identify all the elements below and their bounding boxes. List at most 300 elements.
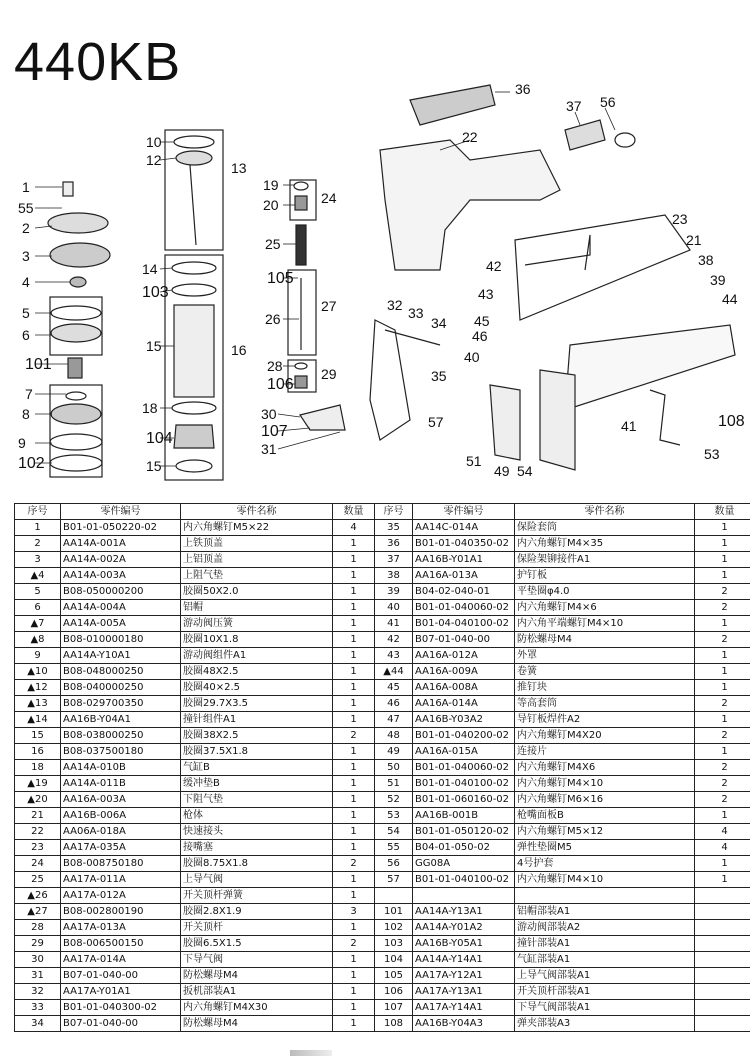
row-part-number: AA16A-003A (61, 792, 181, 808)
row-index: 48 (375, 728, 413, 744)
row-quantity: 2 (695, 776, 750, 792)
callout-label: 107 (261, 423, 288, 440)
callout-label: 24 (321, 190, 337, 206)
row-part-number: AA16B-Y04A3 (413, 1016, 515, 1032)
row-part-number: AA17A-Y12A1 (413, 968, 515, 984)
callout-label: 20 (263, 197, 279, 213)
row-index: 35 (375, 520, 413, 536)
table-row (15, 760, 750, 776)
row-index: 15 (15, 728, 61, 744)
table-row (15, 840, 750, 856)
row-index: 55 (375, 840, 413, 856)
callout-label: 5 (22, 305, 30, 321)
row-part-name: 内六角螺钉M4X30 (181, 1000, 333, 1016)
row-part-name: 撞针组件A1 (181, 712, 333, 728)
page-footer-mark (290, 1050, 332, 1056)
row-quantity: 1 (333, 920, 375, 936)
row-quantity: 2 (695, 600, 750, 616)
row-quantity (695, 920, 750, 936)
callout-label: 26 (265, 311, 281, 327)
row-part-number: AA17A-Y13A1 (413, 984, 515, 1000)
callout-label: 8 (22, 406, 30, 422)
row-part-number: AA16B-Y04A1 (61, 712, 181, 728)
row-quantity (695, 1000, 750, 1016)
table-row (15, 856, 750, 872)
table-row (15, 680, 750, 696)
header-part-number: 零件编号 (413, 504, 515, 520)
table-row (15, 728, 750, 744)
callout-label: 101 (25, 356, 52, 373)
row-part-name: 胶圈38X2.5 (181, 728, 333, 744)
table-row (15, 744, 750, 760)
row-part-name: 胶圈6.5X1.5 (181, 936, 333, 952)
row-part-number: B04-02-040-01 (413, 584, 515, 600)
row-index: 9 (15, 648, 61, 664)
row-index: ▲19 (15, 776, 61, 792)
row-index: 103 (375, 936, 413, 952)
row-index: 49 (375, 744, 413, 760)
row-index: 39 (375, 584, 413, 600)
row-index: 45 (375, 680, 413, 696)
row-part-name: 内六角螺钉M4×10 (515, 776, 695, 792)
row-quantity: 4 (333, 520, 375, 536)
row-index: 54 (375, 824, 413, 840)
row-part-name: 内六角螺钉M6×16 (515, 792, 695, 808)
row-quantity (695, 968, 750, 984)
row-quantity: 4 (695, 840, 750, 856)
callout-label: 19 (263, 177, 279, 193)
table-row (15, 936, 750, 952)
row-part-name: 保险架铆接件A1 (515, 552, 695, 568)
row-quantity: 1 (333, 872, 375, 888)
row-index: 16 (15, 744, 61, 760)
row-part-number: AA14A-001A (61, 536, 181, 552)
row-index: 56 (375, 856, 413, 872)
callout-label: 102 (18, 455, 45, 472)
row-part-number: B08-010000180 (61, 632, 181, 648)
row-quantity: 1 (695, 568, 750, 584)
row-part-name: 下导气阀部装A1 (515, 1000, 695, 1016)
row-part-name: 下导气阀 (181, 952, 333, 968)
row-index: 101 (375, 904, 413, 920)
row-index: 23 (15, 840, 61, 856)
row-quantity: 1 (333, 760, 375, 776)
row-quantity (695, 904, 750, 920)
row-index: 29 (15, 936, 61, 952)
row-index: 2 (15, 536, 61, 552)
row-quantity: 1 (695, 856, 750, 872)
row-quantity: 2 (695, 760, 750, 776)
row-quantity: 1 (333, 600, 375, 616)
row-part-name: 胶圈29.7X3.5 (181, 696, 333, 712)
row-quantity: 1 (333, 840, 375, 856)
row-part-number: B01-01-040300-02 (61, 1000, 181, 1016)
row-quantity: 2 (695, 792, 750, 808)
callout-label: 15 (146, 458, 162, 474)
row-quantity: 1 (695, 744, 750, 760)
row-index: 40 (375, 600, 413, 616)
row-quantity: 1 (695, 712, 750, 728)
row-part-number: AA14A-Y13A1 (413, 904, 515, 920)
row-quantity: 1 (333, 792, 375, 808)
row-part-name: 内六角螺钉M4X20 (515, 728, 695, 744)
row-part-name: 开关顶杆弹簧 (181, 888, 333, 904)
callout-label: 6 (22, 327, 30, 343)
row-index: 5 (15, 584, 61, 600)
row-part-number: B04-01-050-02 (413, 840, 515, 856)
table-row (15, 600, 750, 616)
row-part-number: AA16A-015A (413, 744, 515, 760)
exploded-parts-diagram (0, 0, 750, 500)
row-part-number (413, 888, 515, 904)
row-part-name: 枪体 (181, 808, 333, 824)
callout-label: 41 (621, 418, 637, 434)
row-part-name: 胶圈8.75X1.8 (181, 856, 333, 872)
callout-label: 54 (517, 463, 533, 479)
row-part-name: 撞针部装A1 (515, 936, 695, 952)
callout-label: 33 (408, 305, 424, 321)
row-part-number: B08-037500180 (61, 744, 181, 760)
callout-label: 103 (142, 284, 169, 301)
row-part-name: 铝帽 (181, 600, 333, 616)
row-part-number: B07-01-040-00 (61, 1016, 181, 1032)
row-part-name: 内六角螺钉M5×12 (515, 824, 695, 840)
row-part-number: AA14A-Y10A1 (61, 648, 181, 664)
row-quantity: 1 (333, 616, 375, 632)
row-part-number: AA16A-013A (413, 568, 515, 584)
callout-label: 1 (22, 179, 30, 195)
table-row (15, 536, 750, 552)
row-quantity: 4 (695, 824, 750, 840)
header-part-number: 零件编号 (61, 504, 181, 520)
table-row (15, 568, 750, 584)
row-part-name: 平垫圈φ4.0 (515, 584, 695, 600)
header-part-name: 零件名称 (515, 504, 695, 520)
callout-label: 25 (265, 236, 281, 252)
row-quantity: 1 (333, 984, 375, 1000)
row-part-name: 气缸B (181, 760, 333, 776)
row-index: 41 (375, 616, 413, 632)
row-part-name: 连接片 (515, 744, 695, 760)
callout-label: 105 (267, 270, 294, 287)
callout-label: 35 (431, 368, 447, 384)
row-part-number: B08-038000250 (61, 728, 181, 744)
row-part-name: 上阻气垫 (181, 568, 333, 584)
row-part-name: 卷簧 (515, 664, 695, 680)
row-quantity: 1 (695, 664, 750, 680)
row-part-number: B08-029700350 (61, 696, 181, 712)
row-part-number: B01-01-040100-02 (413, 872, 515, 888)
row-quantity: 1 (333, 632, 375, 648)
row-part-number: AA17A-Y01A1 (61, 984, 181, 1000)
table-row (15, 664, 750, 680)
callout-label: 22 (462, 129, 478, 145)
row-part-name: 枪嘴面板B (515, 808, 695, 824)
table-row (15, 520, 750, 536)
row-part-name: 推钉块 (515, 680, 695, 696)
row-part-number: AA16A-009A (413, 664, 515, 680)
callout-label: 4 (22, 274, 30, 290)
row-part-name: 4号护套 (515, 856, 695, 872)
row-part-name: 气缸部装A1 (515, 952, 695, 968)
row-quantity: 1 (333, 776, 375, 792)
row-index: 102 (375, 920, 413, 936)
callout-label: 29 (321, 366, 337, 382)
row-part-name: 快速接头 (181, 824, 333, 840)
row-part-number: AA17A-011A (61, 872, 181, 888)
row-part-name: 开关顶杆部装A1 (515, 984, 695, 1000)
row-index: ▲8 (15, 632, 61, 648)
row-quantity: 1 (333, 552, 375, 568)
row-index: 38 (375, 568, 413, 584)
table-row (15, 1016, 750, 1032)
callout-label: 13 (231, 160, 247, 176)
row-index: 46 (375, 696, 413, 712)
callout-label: 45 (474, 313, 490, 329)
row-quantity: 1 (695, 520, 750, 536)
row-part-name: 胶圈48X2.5 (181, 664, 333, 680)
callout-label: 3 (22, 248, 30, 264)
row-part-number: AA14A-Y14A1 (413, 952, 515, 968)
row-part-number: AA16A-012A (413, 648, 515, 664)
row-part-name: 防松螺母M4 (181, 1016, 333, 1032)
row-part-number: AA06A-018A (61, 824, 181, 840)
table-row (15, 648, 750, 664)
table-row (15, 696, 750, 712)
row-part-number: AA17A-014A (61, 952, 181, 968)
row-quantity: 1 (333, 568, 375, 584)
row-index: 57 (375, 872, 413, 888)
row-index: 107 (375, 1000, 413, 1016)
row-part-name: 弹夹部装A3 (515, 1016, 695, 1032)
row-index: ▲13 (15, 696, 61, 712)
callout-label: 38 (698, 252, 714, 268)
row-quantity: 1 (333, 888, 375, 904)
row-part-name: 内六角螺钉M5×22 (181, 520, 333, 536)
row-part-name: 护钉板 (515, 568, 695, 584)
row-part-number: AA14A-002A (61, 552, 181, 568)
row-part-number: AA14A-003A (61, 568, 181, 584)
row-part-number: B01-01-050120-02 (413, 824, 515, 840)
row-quantity: 2 (695, 696, 750, 712)
parts-table (14, 503, 750, 1032)
row-part-number: B08-006500150 (61, 936, 181, 952)
row-index: 36 (375, 536, 413, 552)
table-row (15, 584, 750, 600)
row-part-number: B08-050000200 (61, 584, 181, 600)
row-index: ▲44 (375, 664, 413, 680)
row-part-number: AA16B-006A (61, 808, 181, 824)
table-row (15, 712, 750, 728)
row-quantity (695, 888, 750, 904)
row-part-number: AA14A-010B (61, 760, 181, 776)
row-part-name: 胶圈50X2.0 (181, 584, 333, 600)
row-index: ▲27 (15, 904, 61, 920)
row-index: 3 (15, 552, 61, 568)
row-index: 47 (375, 712, 413, 728)
table-row (15, 904, 750, 920)
row-part-name: 上导气阀 (181, 872, 333, 888)
header-index: 序号 (375, 504, 413, 520)
row-index: ▲7 (15, 616, 61, 632)
table-row (15, 808, 750, 824)
row-quantity: 2 (333, 728, 375, 744)
row-part-name: 内六角螺钉M4×35 (515, 536, 695, 552)
callout-label: 2 (22, 220, 30, 236)
row-quantity: 1 (333, 664, 375, 680)
row-quantity: 1 (695, 536, 750, 552)
row-quantity: 1 (333, 1016, 375, 1032)
row-quantity: 1 (695, 552, 750, 568)
row-quantity: 2 (333, 856, 375, 872)
callout-label: 37 (566, 98, 582, 114)
row-index: 31 (15, 968, 61, 984)
callout-label: 40 (464, 349, 480, 365)
row-part-name (515, 888, 695, 904)
table-row (15, 984, 750, 1000)
row-part-number: AA17A-013A (61, 920, 181, 936)
callout-label: 12 (146, 152, 162, 168)
callout-label: 56 (600, 94, 616, 110)
model-title: 440KB (14, 32, 182, 92)
callout-label: 30 (261, 406, 277, 422)
row-part-number: AA16B-Y05A1 (413, 936, 515, 952)
row-index: 22 (15, 824, 61, 840)
row-part-name: 弹性垫圈M5 (515, 840, 695, 856)
callout-label: 57 (428, 414, 444, 430)
header-quantity: 数量 (333, 504, 375, 520)
callout-label: 9 (18, 435, 26, 451)
row-part-name: 等高套筒 (515, 696, 695, 712)
callout-label: 16 (231, 342, 247, 358)
row-quantity: 1 (333, 808, 375, 824)
table-header-row (15, 504, 750, 520)
table-row (15, 824, 750, 840)
table-row (15, 552, 750, 568)
row-part-number: B07-01-040-00 (61, 968, 181, 984)
row-quantity (695, 936, 750, 952)
callout-label: 14 (142, 261, 158, 277)
callout-label: 34 (431, 315, 447, 331)
table-row (15, 776, 750, 792)
callout-label: 15 (146, 338, 162, 354)
row-part-name: 内六角螺钉M4×10 (515, 872, 695, 888)
row-index: 37 (375, 552, 413, 568)
row-quantity (695, 984, 750, 1000)
row-part-name: 游动阀压簧 (181, 616, 333, 632)
callout-label: 18 (142, 400, 158, 416)
row-part-number: B08-008750180 (61, 856, 181, 872)
row-quantity: 1 (333, 584, 375, 600)
row-index: 30 (15, 952, 61, 968)
row-index: 25 (15, 872, 61, 888)
row-quantity: 1 (695, 808, 750, 824)
row-part-name: 扳机部装A1 (181, 984, 333, 1000)
callout-label: 108 (718, 413, 745, 430)
row-index: ▲20 (15, 792, 61, 808)
callout-label: 43 (478, 286, 494, 302)
row-part-name: 接嘴塞 (181, 840, 333, 856)
row-index: ▲14 (15, 712, 61, 728)
row-part-number: B01-01-060160-02 (413, 792, 515, 808)
row-quantity: 1 (333, 968, 375, 984)
table-row (15, 632, 750, 648)
row-part-name: 游动阀部装A2 (515, 920, 695, 936)
header-quantity: 数量 (695, 504, 750, 520)
row-quantity: 1 (695, 680, 750, 696)
callout-label: 46 (472, 328, 488, 344)
callout-label: 44 (722, 291, 738, 307)
row-index: 50 (375, 760, 413, 776)
row-part-number: B08-040000250 (61, 680, 181, 696)
table-row (15, 792, 750, 808)
row-part-name: 内六角螺钉M4×6 (515, 600, 695, 616)
row-part-name: 内六角螺钉M4X6 (515, 760, 695, 776)
callout-label: 39 (710, 272, 726, 288)
row-part-name: 防松螺母M4 (515, 632, 695, 648)
row-part-number: GG08A (413, 856, 515, 872)
table-row (15, 616, 750, 632)
row-quantity: 1 (333, 952, 375, 968)
row-part-name: 防松螺母M4 (181, 968, 333, 984)
row-quantity: 1 (333, 536, 375, 552)
table-row (15, 952, 750, 968)
row-part-number: B01-01-040060-02 (413, 600, 515, 616)
row-index: 1 (15, 520, 61, 536)
row-part-name: 胶圈2.8X1.9 (181, 904, 333, 920)
row-part-name: 胶圈40×2.5 (181, 680, 333, 696)
row-quantity: 1 (333, 712, 375, 728)
callout-label: 49 (494, 463, 510, 479)
row-quantity: 1 (695, 648, 750, 664)
row-quantity: 2 (695, 728, 750, 744)
row-part-name: 游动阀组件A1 (181, 648, 333, 664)
row-part-name: 上铁顶盖 (181, 536, 333, 552)
row-quantity: 1 (333, 680, 375, 696)
row-part-number: AA17A-012A (61, 888, 181, 904)
row-part-name: 上铝顶盖 (181, 552, 333, 568)
callout-label: 28 (267, 358, 283, 374)
row-part-name: 内六角平端螺钉M4×10 (515, 616, 695, 632)
row-quantity: 2 (695, 584, 750, 600)
row-index: 43 (375, 648, 413, 664)
row-part-number: AA16A-008A (413, 680, 515, 696)
callout-label: 23 (672, 211, 688, 227)
row-index: 24 (15, 856, 61, 872)
callout-label: 32 (387, 297, 403, 313)
header-part-name: 零件名称 (181, 504, 333, 520)
callout-label: 7 (25, 386, 33, 402)
callout-label: 42 (486, 258, 502, 274)
row-quantity: 1 (333, 1000, 375, 1016)
callout-label: 31 (261, 441, 277, 457)
row-part-number: B07-01-040-00 (413, 632, 515, 648)
callout-label: 10 (146, 134, 162, 150)
row-quantity: 1 (695, 872, 750, 888)
row-quantity (695, 1016, 750, 1032)
row-index: ▲10 (15, 664, 61, 680)
table-row (15, 1000, 750, 1016)
row-part-name: 外罩 (515, 648, 695, 664)
callout-label: 106 (267, 376, 294, 393)
row-quantity: 1 (333, 696, 375, 712)
callout-label: 36 (515, 81, 531, 97)
row-quantity: 1 (333, 744, 375, 760)
row-quantity: 1 (333, 648, 375, 664)
row-index: 28 (15, 920, 61, 936)
row-index: 32 (15, 984, 61, 1000)
row-part-name: 胶圈10X1.8 (181, 632, 333, 648)
